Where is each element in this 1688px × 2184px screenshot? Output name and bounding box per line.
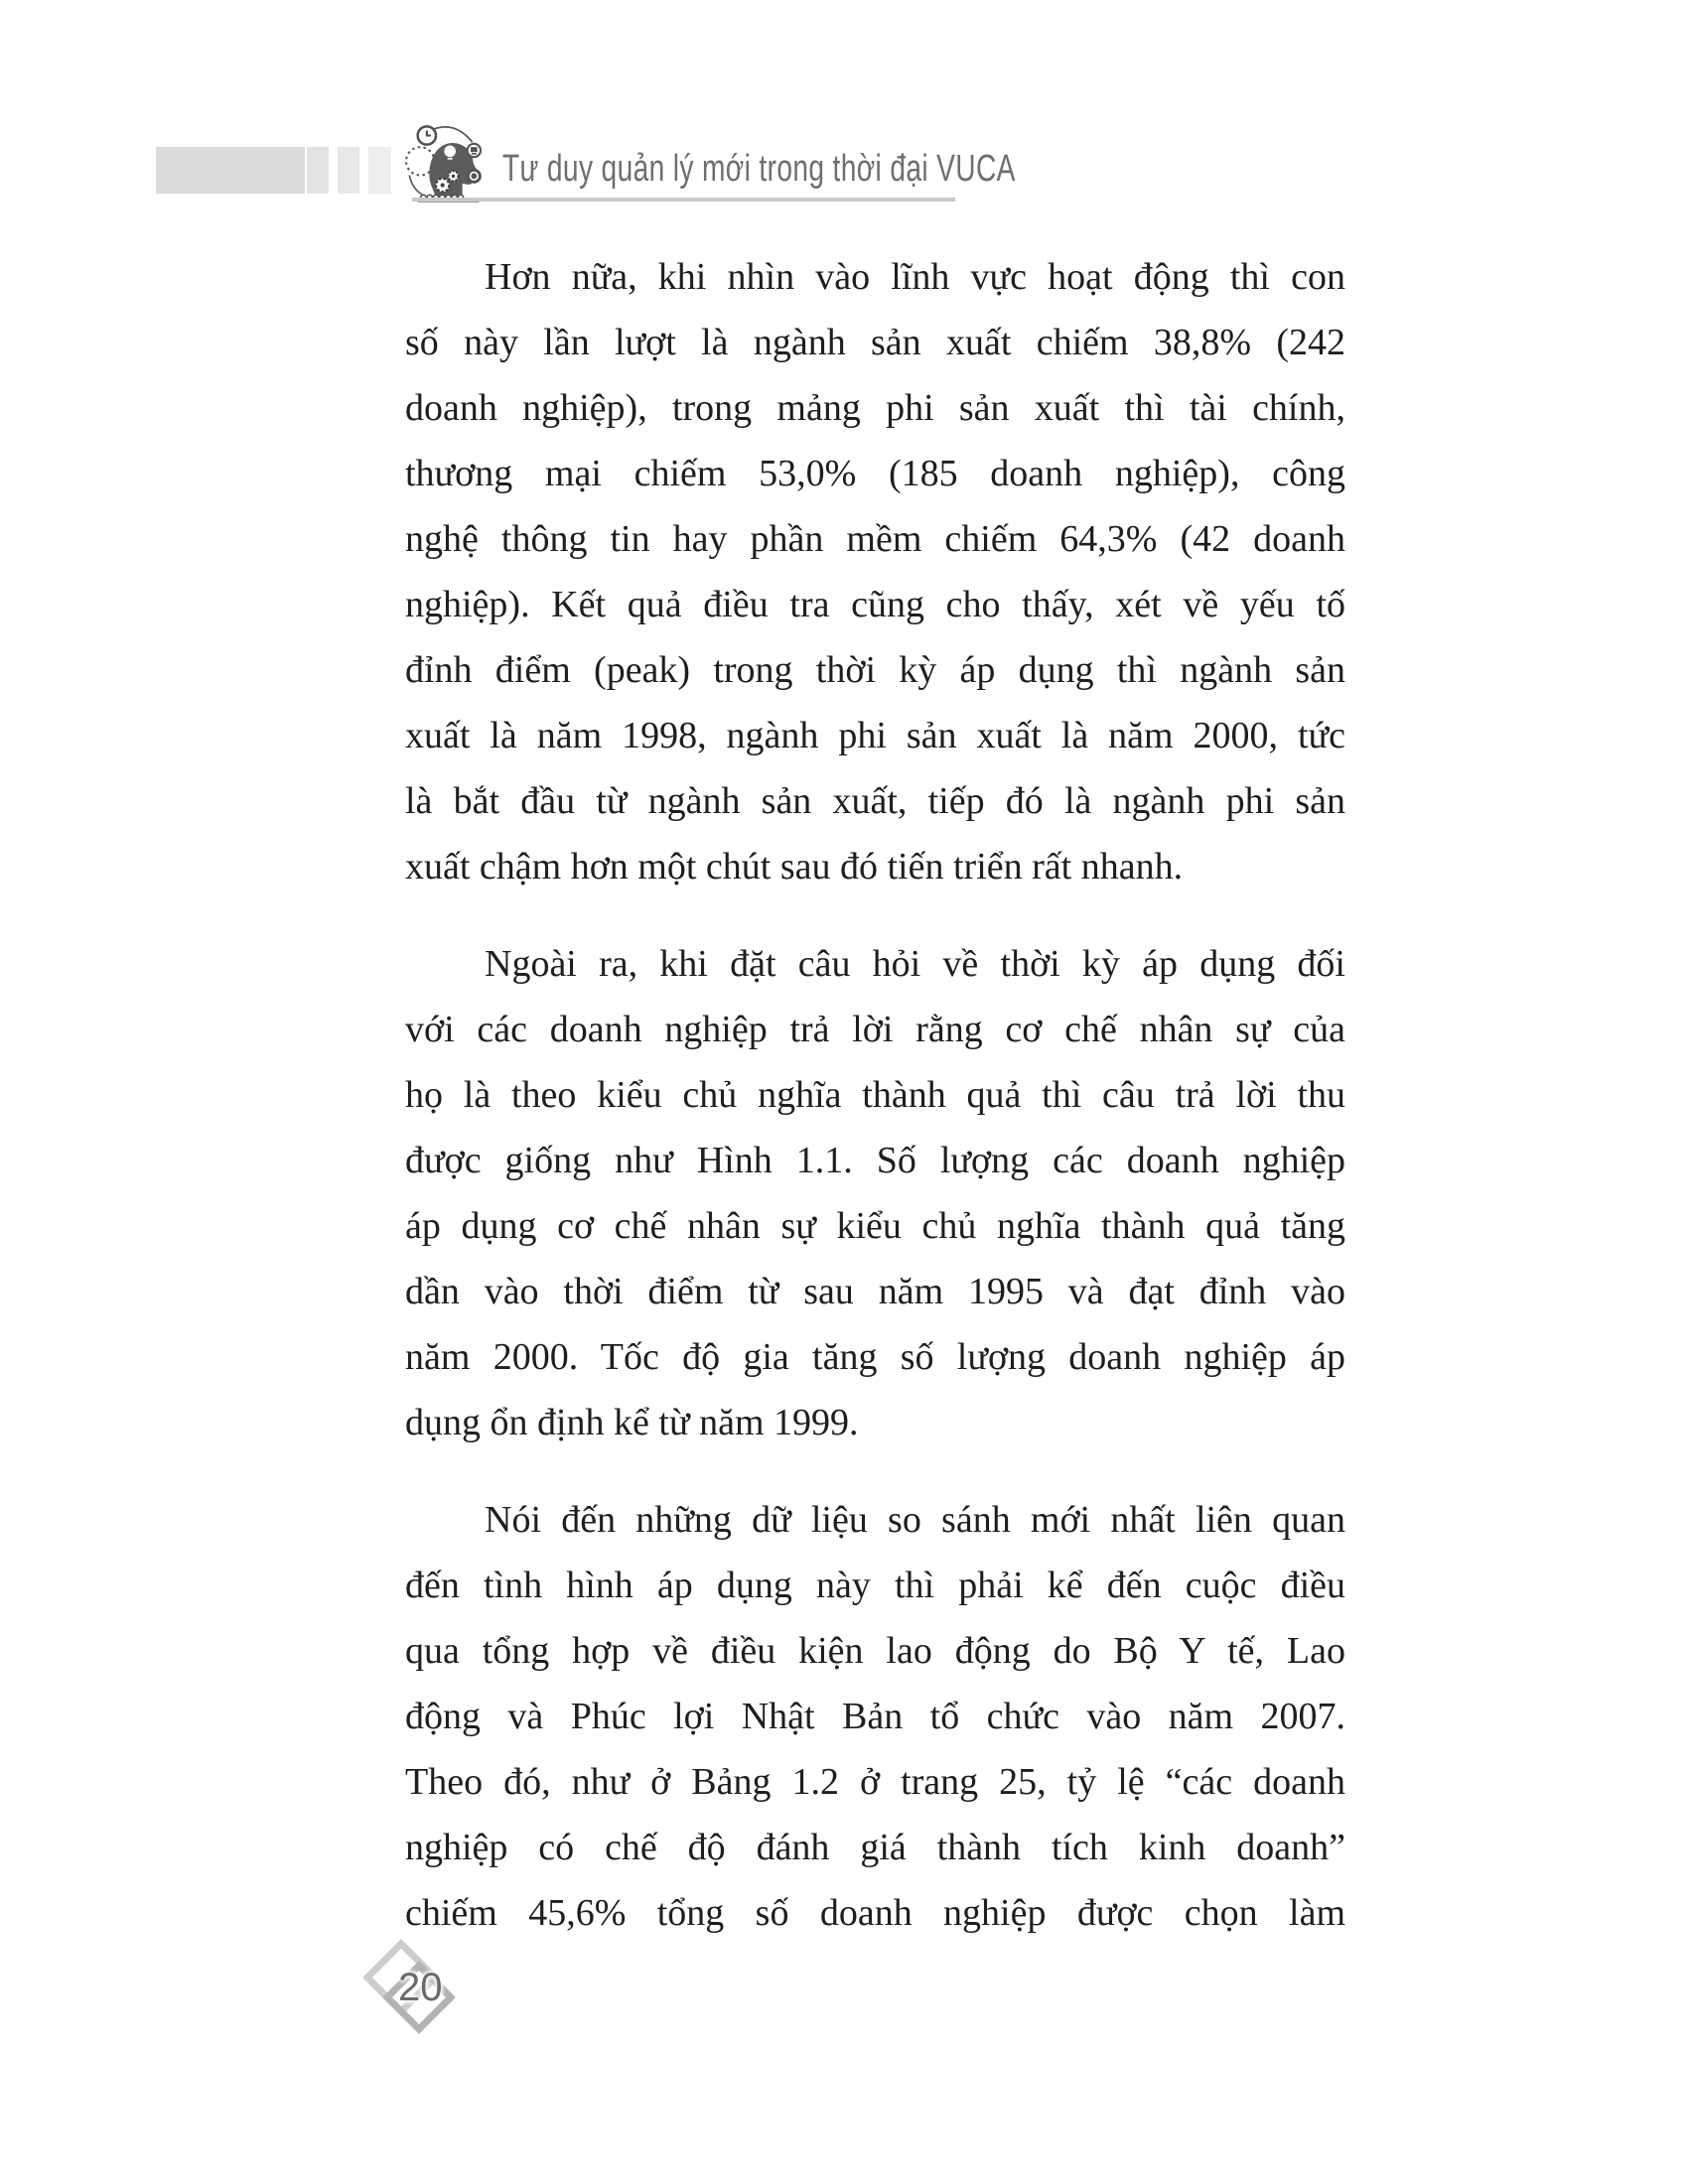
text-line: thương mại chiếm 53,0% (185 doanh nghiệp), công [405,453,1345,494]
text-line: đến tình hình áp dụng này thì phải kể đến cuộc điều [405,1565,1345,1606]
header-square-1 [307,147,329,194]
header-square-2 [338,147,359,194]
text-line: với các doanh nghiệp trả lời rằng cơ chế nhân sự của [405,1009,1345,1050]
text-line: dụng ổn định kể từ năm 1999. [405,1402,859,1443]
text-line: họ là theo kiểu chủ nghĩa thành quả thì câu trả lời thu [405,1074,1345,1116]
page-number: 20 [398,1966,443,2009]
thinking-head-icon [399,123,483,203]
text-line: chiếm 45,6% tổng số doanh nghiệp được chọn làm [405,1892,1345,1934]
text-line: số này lần lượt là ngành sản xuất chiếm 38,8% (242 [405,322,1345,363]
paragraph [405,244,1345,899]
text-line: xuất chậm hơn một chút sau đó tiến triển rất nhanh. [405,846,1184,887]
text-line: xuất là năm 1998, ngành phi sản xuất là năm 2000, tức [405,715,1345,756]
header-square-3 [368,147,391,194]
text-line: Theo đó, như ở Bảng 1.2 ở trang 25, tỷ lệ “các doanh [405,1761,1345,1803]
text-line: dần vào thời điểm từ sau năm 1995 và đạt đỉnh vào [405,1271,1345,1312]
header-bar [156,147,305,194]
text-line: áp dụng cơ chế nhân sự kiểu chủ nghĩa thành quả tăng [405,1205,1345,1247]
text-line: năm 2000. Tốc độ gia tăng số lượng doanh nghiệp áp [405,1336,1345,1378]
text-line: đỉnh điểm (peak) trong thời kỳ áp dụng thì ngành sản [405,649,1345,691]
body-text [405,244,1345,1978]
text-line: nghệ thông tin hay phần mềm chiếm 64,3% (42 doanh [405,518,1345,560]
text-line: Ngoài ra, khi đặt câu hỏi về thời kỳ áp dụng đối [485,943,1345,985]
text-line: doanh nghiệp), trong mảng phi sản xuất thì tài chính, [405,387,1345,429]
text-line: Hơn nữa, khi nhìn vào lĩnh vực hoạt động thì con [485,256,1345,298]
paragraph [405,931,1345,1455]
paragraph [405,1487,1345,1946]
title-underline [412,198,955,202]
text-line: là bắt đầu từ ngành sản xuất, tiếp đó là ngành phi sản [405,780,1345,822]
text-line: được giống như Hình 1.1. Số lượng các doanh nghiệp [405,1140,1345,1181]
text-line: Nói đến những dữ liệu so sánh mới nhất liên quan [485,1499,1345,1541]
text-line: động và Phúc lợi Nhật Bản tổ chức vào năm 2007. [405,1696,1345,1737]
page-title: Tư duy quản lý mới trong thời đại VUCA [502,148,1016,190]
text-line: qua tổng hợp về điều kiện lao động do Bộ Y tế, Lao [405,1630,1345,1672]
text-line: nghiệp có chế độ đánh giá thành tích kinh doanh” [405,1827,1345,1868]
text-line: nghiệp). Kết quả điều tra cũng cho thấy, xét về yếu tố [405,584,1345,625]
